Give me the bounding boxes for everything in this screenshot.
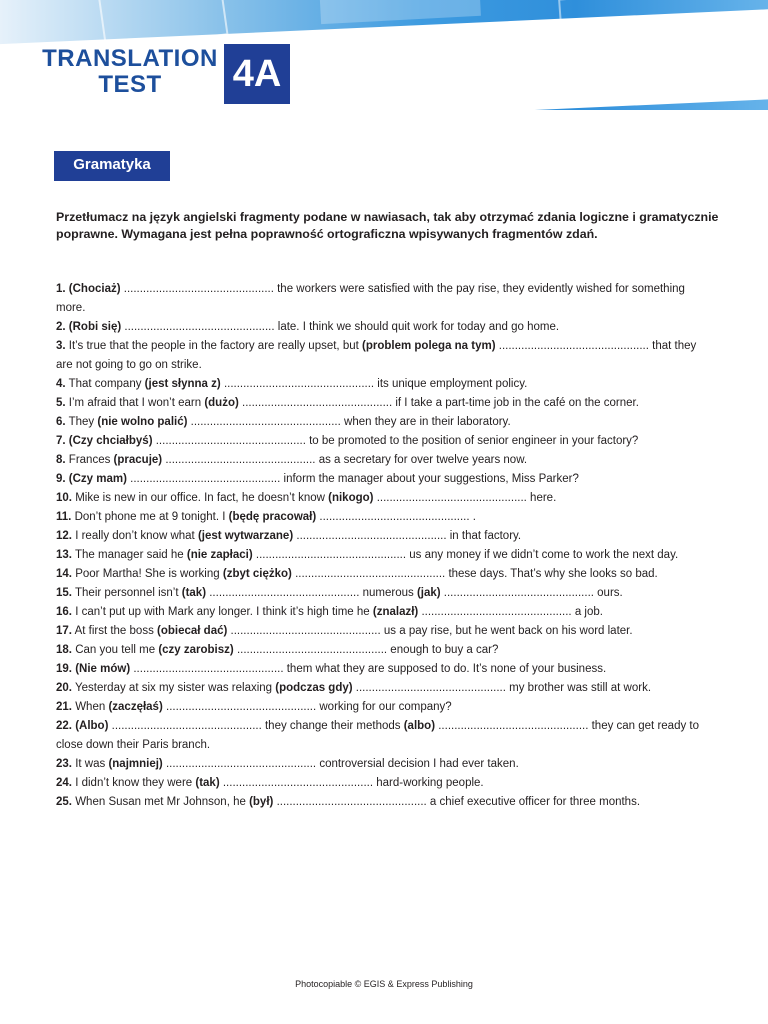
- exercise-item: [56, 565, 706, 584]
- exercise-item: [56, 318, 706, 337]
- sentence-text: working for our company?: [316, 701, 452, 713]
- sentence-text: It’s true that the people in the factory are really upset, but: [68, 340, 363, 352]
- polish-prompt: (jest słynna z): [144, 378, 221, 390]
- sentence-text: hard-working people.: [373, 777, 484, 789]
- exercise-item: [56, 793, 706, 812]
- item-number: 11.: [56, 511, 72, 523]
- answer-blank[interactable]: ...............................................: [296, 530, 447, 542]
- exercise-item: [56, 641, 706, 660]
- sentence-text: Don’t phone me at 9 tonight. I: [74, 511, 229, 523]
- item-number: 20.: [56, 682, 72, 694]
- exercise-item: [56, 774, 706, 793]
- item-number: 3.: [56, 340, 66, 352]
- item-number: 4.: [56, 378, 66, 390]
- answer-blank[interactable]: ...............................................: [230, 625, 381, 637]
- sentence-text: a job.: [571, 606, 603, 618]
- sentence-text: I’m afraid that I won’t earn: [68, 397, 205, 409]
- exercise-item: [56, 413, 706, 432]
- polish-prompt: (Czy chciałbyś): [68, 435, 153, 447]
- sentence-text: us a pay rise, but he went back on his word later.: [380, 625, 633, 637]
- series-title: [40, 46, 220, 98]
- instructions: Przetłumacz na język angielski fragmenty podane w nawiasach, tak aby otrzymać zdania logiczne i gramatycznie poprawne. Wymagana jest pełna poprawność ortograficzna wpisywanych fragmentów zdań.: [56, 210, 719, 241]
- sentence-text: They: [68, 416, 98, 428]
- sentence-text: Poor Martha! She is working: [75, 568, 223, 580]
- exercise-item: [56, 584, 706, 603]
- polish-prompt: (zaczęłaś): [108, 701, 163, 713]
- section-label: Gramatyka: [54, 151, 170, 181]
- exercise-item: [56, 660, 706, 679]
- polish-prompt: (znalazł): [372, 606, 419, 618]
- sentence-text: them what they are supposed to do. It’s none of your business.: [283, 663, 607, 675]
- polish-prompt: (jest wytwarzane): [197, 530, 294, 542]
- polish-prompt: (podczas gdy): [275, 682, 353, 694]
- exercise-item: [56, 698, 706, 717]
- sentence-text: Frances: [68, 454, 114, 466]
- polish-prompt: (tak): [195, 777, 220, 789]
- exercise-item: [56, 717, 706, 755]
- polish-prompt: (Albo): [75, 720, 109, 732]
- item-number: 12.: [56, 530, 72, 542]
- answer-blank[interactable]: ...............................................: [498, 340, 649, 352]
- exercise-item: [56, 508, 706, 527]
- item-number: 2.: [56, 321, 66, 333]
- sentence-text: Can you tell me: [75, 644, 159, 656]
- answer-blank[interactable]: ...............................................: [133, 663, 284, 675]
- answer-blank[interactable]: ...............................................: [130, 473, 281, 485]
- exercise-item: [56, 451, 706, 470]
- sentence-text: when they are in their laboratory.: [340, 416, 511, 428]
- item-number: 1.: [56, 283, 66, 295]
- polish-prompt: (będę pracował): [228, 511, 317, 523]
- sentence-text: late. I think we should quit work for today and go home.: [274, 321, 560, 333]
- sentence-text: When Susan met Mr Johnson, he: [75, 796, 250, 808]
- exercise-item: [56, 394, 706, 413]
- polish-prompt: (zbyt ciężko): [222, 568, 292, 580]
- answer-blank[interactable]: ...............................................: [236, 644, 388, 656]
- answer-blank[interactable]: ...............................................: [123, 283, 274, 295]
- polish-prompt: (był): [249, 796, 274, 808]
- answer-blank[interactable]: ...............................................: [223, 378, 375, 390]
- sentence-text: I didn’t know they were: [75, 777, 196, 789]
- sentence-text: to be promoted to the position of senior engineer in your factory?: [305, 435, 639, 447]
- sentence-text: When: [75, 701, 109, 713]
- polish-prompt: (obiecał dać): [157, 625, 228, 637]
- answer-blank[interactable]: ...............................................: [111, 720, 262, 732]
- exercise-item: [56, 470, 706, 489]
- item-number: 17.: [56, 625, 72, 637]
- exercise-item: [56, 337, 706, 375]
- sentence-text: .: [469, 511, 476, 523]
- item-number: 25.: [56, 796, 72, 808]
- sentence-text: a chief executive officer for three months.: [426, 796, 641, 808]
- sentence-text: us any money if we didn’t come to work the next day.: [406, 549, 679, 561]
- answer-blank[interactable]: ...............................................: [209, 587, 360, 599]
- item-number: 13.: [56, 549, 72, 561]
- item-number: 8.: [56, 454, 66, 466]
- exercise-item: [56, 603, 706, 622]
- answer-blank[interactable]: ...............................................: [165, 758, 317, 770]
- polish-prompt: (dużo): [204, 397, 239, 409]
- sentence-text: my brother was still at work.: [505, 682, 652, 694]
- unit-title: Work: [320, 51, 407, 89]
- sentence-text: I really don’t know what: [75, 530, 198, 542]
- answer-blank[interactable]: ...............................................: [295, 568, 446, 580]
- polish-prompt: (nie zapłaci): [186, 549, 253, 561]
- exercise-item: [56, 489, 706, 508]
- answer-blank[interactable]: ...............................................: [124, 321, 275, 333]
- series-title-line2: TEST: [98, 71, 162, 98]
- answer-blank[interactable]: ...............................................: [355, 682, 506, 694]
- item-number: 16.: [56, 606, 72, 618]
- exercise-item: [56, 527, 706, 546]
- item-number: 24.: [56, 777, 72, 789]
- item-number: 7.: [56, 435, 66, 447]
- sentence-text: if I take a part-time job in the café on the corner.: [392, 397, 639, 409]
- item-number: 19.: [56, 663, 72, 675]
- item-number: 18.: [56, 644, 72, 656]
- item-number: 15.: [56, 587, 72, 599]
- sentence-text: controversial decision I had ever taken.: [316, 758, 519, 770]
- sentence-text: enough to buy a car?: [387, 644, 499, 656]
- answer-blank[interactable]: ...............................................: [222, 777, 374, 789]
- polish-prompt: (najmniej): [108, 758, 163, 770]
- answer-blank[interactable]: ...............................................: [165, 454, 316, 466]
- sentence-text: Their personnel isn’t: [75, 587, 182, 599]
- sentence-text: that they are not going to go on strike.: [56, 340, 697, 371]
- exercise-list: [56, 280, 706, 812]
- sentence-text: I can’t put up with Mark any longer. I think it’s high time he: [75, 606, 373, 618]
- sentence-text: Mike is new in our office. In fact, he doesn’t know: [75, 492, 329, 504]
- item-number: 23.: [56, 758, 72, 770]
- polish-prompt: (pracuje): [113, 454, 163, 466]
- answer-blank[interactable]: ...............................................: [443, 587, 594, 599]
- sentence-text: in that factory.: [446, 530, 522, 542]
- item-number: 9.: [56, 473, 66, 485]
- sentence-text: as a secretary for over twelve years now.: [315, 454, 528, 466]
- unit-number-badge: 4A: [224, 44, 290, 104]
- series-title-line1: TRANSLATION: [42, 45, 218, 72]
- sentence-text: numerous: [359, 587, 417, 599]
- polish-prompt: (nikogo): [328, 492, 374, 504]
- polish-prompt: (jak): [416, 587, 441, 599]
- polish-prompt: (tak): [181, 587, 207, 599]
- sentence-text: the workers were satisfied with the pay rise, they evidently wished for something more.: [56, 283, 685, 314]
- sentence-text: The manager said he: [75, 549, 187, 561]
- exercise-item: [56, 546, 706, 565]
- sentence-text: At first the boss: [74, 625, 158, 637]
- answer-blank[interactable]: ...............................................: [190, 416, 341, 428]
- item-number: 21.: [56, 701, 72, 713]
- item-number: 6.: [56, 416, 66, 428]
- sentence-text: here.: [526, 492, 557, 504]
- exercise-item: [56, 679, 706, 698]
- answer-blank[interactable]: ...............................................: [421, 606, 572, 618]
- exercise-item: [56, 375, 706, 394]
- footer-copyright: Photocopiable © EGIS & Express Publishing: [295, 979, 473, 989]
- answer-blank[interactable]: ...............................................: [376, 492, 527, 504]
- polish-prompt: (czy zarobisz): [158, 644, 234, 656]
- item-number: 10.: [56, 492, 72, 504]
- item-number: 22.: [56, 720, 72, 732]
- sentence-text: ours.: [593, 587, 623, 599]
- answer-blank[interactable]: ...............................................: [155, 435, 306, 447]
- item-number: 5.: [56, 397, 66, 409]
- answer-blank[interactable]: ...............................................: [242, 397, 393, 409]
- polish-prompt: (nie wolno palić): [97, 416, 188, 428]
- banner-decoration: [319, 0, 481, 24]
- answer-blank[interactable]: ...............................................: [438, 720, 589, 732]
- answer-blank[interactable]: ...............................................: [276, 796, 427, 808]
- answer-blank[interactable]: ...............................................: [319, 511, 470, 523]
- exercise-item: [56, 755, 706, 774]
- sentence-text: they change their methods: [261, 720, 404, 732]
- item-number: 14.: [56, 568, 72, 580]
- polish-prompt: (Chociaż): [68, 283, 121, 295]
- sentence-text: That company: [68, 378, 145, 390]
- polish-prompt: (Nie mów): [75, 663, 131, 675]
- sentence-text: Yesterday at six my sister was relaxing: [75, 682, 276, 694]
- polish-prompt: (albo): [403, 720, 436, 732]
- exercise-item: [56, 432, 706, 451]
- sentence-text: they can get ready to close down their Paris branch.: [56, 720, 700, 751]
- exercise-item: [56, 622, 706, 641]
- sentence-text: its unique employment policy.: [374, 378, 528, 390]
- polish-prompt: (problem polega na tym): [362, 340, 496, 352]
- polish-prompt: (Robi się): [68, 321, 122, 333]
- answer-blank[interactable]: ...............................................: [255, 549, 407, 561]
- sentence-text: these days. That’s why she looks so bad.: [445, 568, 658, 580]
- polish-prompt: (Czy mam): [68, 473, 127, 485]
- answer-blank[interactable]: ...............................................: [166, 701, 317, 713]
- exercise-item: [56, 280, 706, 318]
- sentence-text: It was: [75, 758, 109, 770]
- sentence-text: inform the manager about your suggestions, Miss Parker?: [280, 473, 579, 485]
